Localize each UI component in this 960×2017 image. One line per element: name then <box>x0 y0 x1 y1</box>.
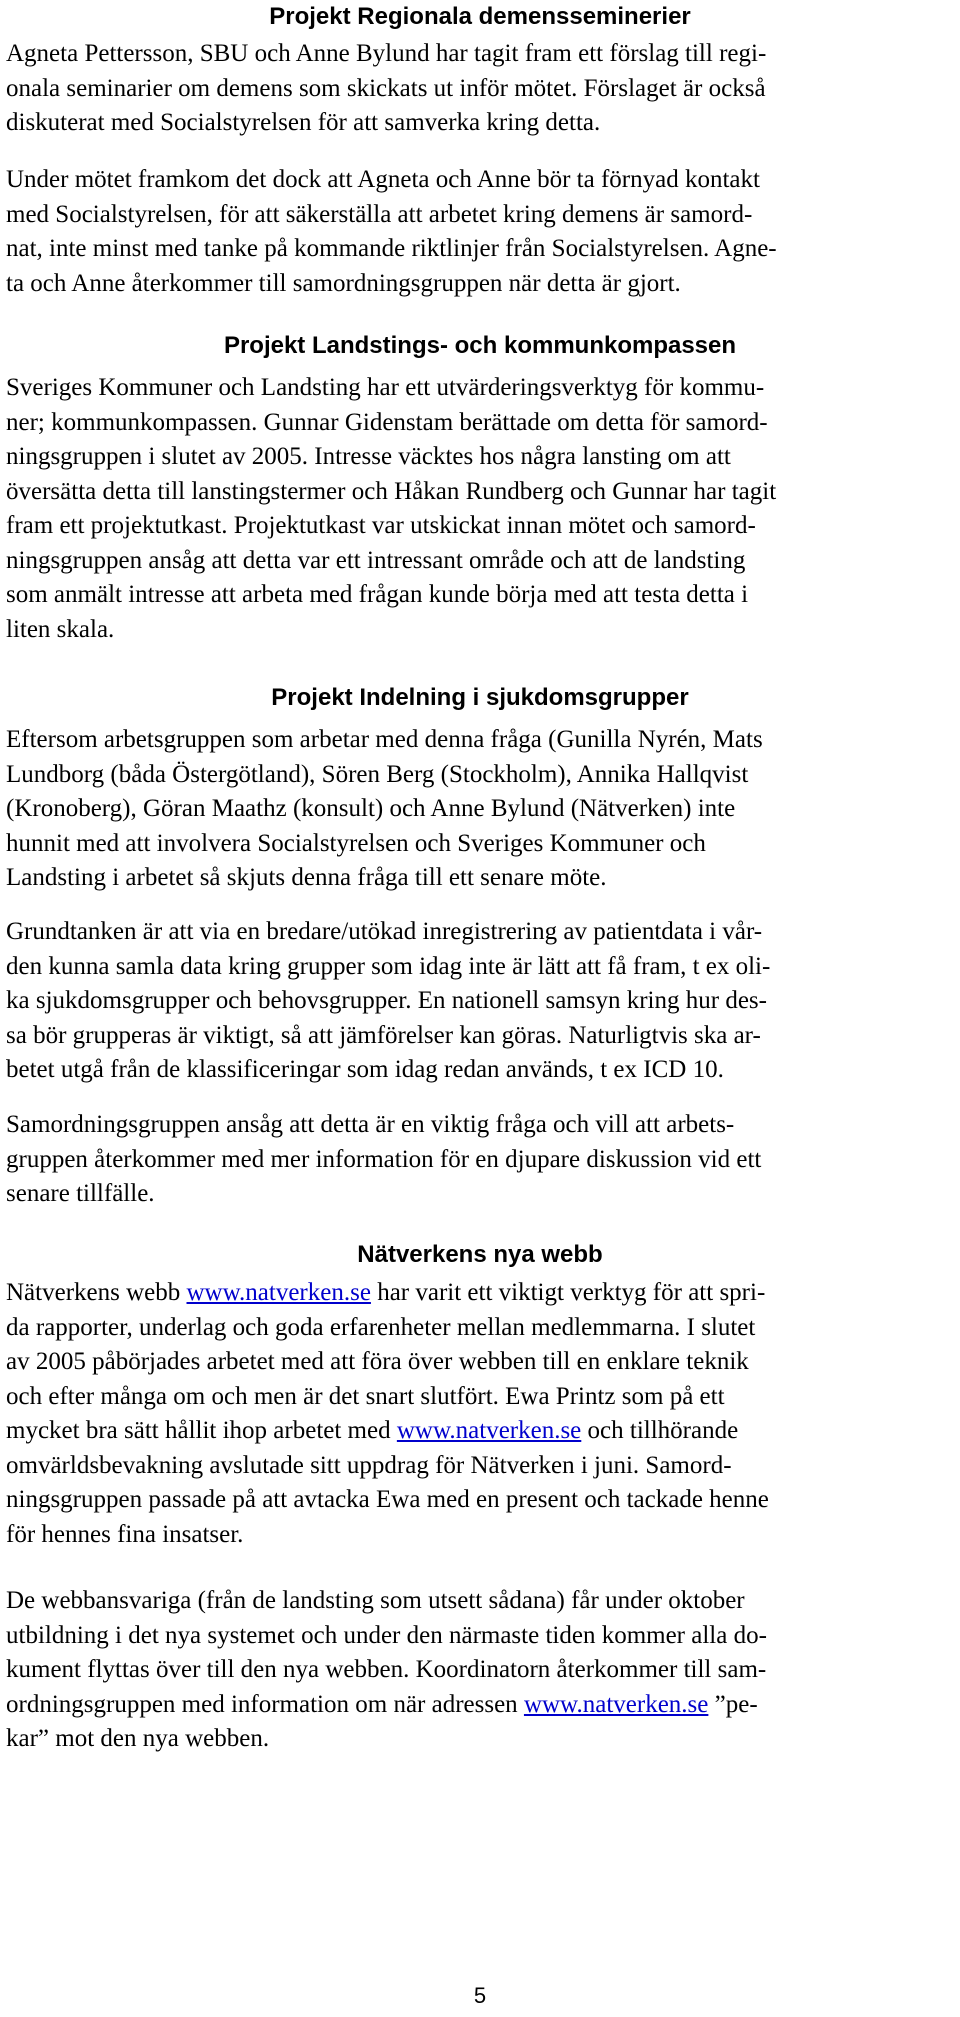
text-line: som anmält intresse att arbeta med frågan kunde börja med att testa detta i <box>6 581 749 608</box>
text-line: av 2005 påbörjades arbetet med att föra över webben till en enklare teknik <box>6 1348 749 1375</box>
text-line: diskuterat med Socialstyrelsen för att samverka kring detta. <box>6 109 601 136</box>
text-line <box>6 1276 940 1311</box>
text-line: liten skala. <box>6 615 115 643</box>
text-line: översätta detta till lanstingstermer och Håkan Rundberg och Gunnar har tagit <box>6 477 777 505</box>
text-line: Grundtanken är att via en bredare/utökad inregistrering av patientdata i vår- <box>6 918 763 945</box>
text-line: (Kronoberg), Göran Maathz (konsult) och Anne Bylund (Nätverken) inte <box>6 795 736 822</box>
natverken-link[interactable]: www.natverken.se <box>396 1417 582 1444</box>
text-line: ka sjukdomsgrupper och behovsgrupper. En nationell samsyn kring hur des- <box>6 987 767 1014</box>
text-fragment: ”pe- <box>708 1690 758 1718</box>
text-line: omvärldsbevakning avslutade sitt uppdrag för Nätverken i juni. Samord- <box>6 1451 732 1479</box>
text-line: Eftersom arbetsgruppen som arbetar med denna fråga (Gunilla Nyrén, Mats <box>6 726 763 753</box>
paragraph-kompassen-1 <box>6 371 940 647</box>
text-line: betet utgå från de klassificeringar som idag redan används, t ex ICD 10. <box>6 1056 724 1083</box>
paragraph-webb-2 <box>6 1584 940 1757</box>
text-line: ningsgruppen passade på att avtacka Ewa med en present och tackade henne <box>6 1486 769 1513</box>
text-line: sa bör grupperas är viktigt, så att jämförelser kan göras. Naturligtvis ska ar- <box>6 1021 761 1049</box>
text-line <box>6 1414 940 1449</box>
text-line: med Socialstyrelsen, för att säkerställa att arbetet kring demens är samord- <box>6 200 753 228</box>
text-line: ner; kommunkompassen. Gunnar Gidenstam berättade om detta för samord- <box>6 408 768 436</box>
text-line: senare tillfälle. <box>6 1180 155 1207</box>
text-line: Agneta Pettersson, SBU och Anne Bylund har tagit fram ett förslag till regi- <box>6 40 767 67</box>
text-line: Lundborg (båda Östergötland), Sören Berg (Stockholm), Annika Hallqvist <box>6 760 749 788</box>
text-line: Samordningsgruppen ansåg att detta är en viktig fråga och vill att arbets- <box>6 1111 735 1138</box>
natverken-link[interactable]: www.natverken.se <box>186 1279 371 1306</box>
natverken-link[interactable]: www.natverken.se <box>523 1690 709 1718</box>
paragraph-sjukdomsgrupper-2 <box>6 915 940 1088</box>
text-line: kument flyttas över till den nya webben. Koordinatorn återkommer till sam- <box>6 1656 767 1683</box>
text-line: nat, inte minst med tanke på kommande riktlinjer från Socialstyrelsen. Agne- <box>6 235 777 262</box>
text-line: gruppen återkommer med mer information för en djupare diskussion vid ett <box>6 1145 762 1173</box>
text-line: da rapporter, underlag och goda erfarenheter mellan medlemmarna. I slutet <box>6 1313 756 1341</box>
heading-regionala-demensseminerier: Projekt Regionala demensseminerier <box>269 3 691 30</box>
text-line: De webbansvariga (från de landsting som utsett sådana) får under oktober <box>6 1587 745 1614</box>
heading-natverkens-nya-webb: Nätverkens nya webb <box>357 1241 603 1268</box>
text-fragment: har varit ett viktigt verktyg för att spri- <box>370 1279 766 1306</box>
page-number: 5 <box>473 1983 487 2008</box>
text-line: kar” mot den nya webben. <box>6 1725 270 1752</box>
paragraph-sjukdomsgrupper-3 <box>6 1108 940 1212</box>
paragraph-regionala-1 <box>6 37 940 141</box>
text-line: ta och Anne återkommer till samordningsgruppen när detta är gjort. <box>6 269 681 297</box>
text-line: ningsgruppen ansåg att detta var ett intressant område och att de landsting <box>6 546 746 574</box>
text-line: Under mötet framkom det dock att Agneta och Anne bör ta förnyad kontakt <box>6 166 760 193</box>
heading-indelning-sjukdomsgrupper: Projekt Indelning i sjukdomsgrupper <box>271 684 689 711</box>
text-line: Sveriges Kommuner och Landsting har ett utvärderingsverktyg för kommu- <box>6 374 765 401</box>
text-line: utbildning i det nya systemet och under den närmaste tiden kommer alla do- <box>6 1621 767 1649</box>
text-line: fram ett projektutkast. Projektutkast var utskickat innan mötet och samord- <box>6 512 756 539</box>
text-line: den kunna samla data kring grupper som idag inte är lätt att få fram, t ex oli- <box>6 952 771 980</box>
paragraph-webb-1 <box>6 1276 940 1552</box>
text-fragment: ordningsgruppen med information om när adressen <box>6 1690 524 1718</box>
text-fragment: och tillhörande <box>581 1417 739 1444</box>
text-line: ningsgruppen i slutet av 2005. Intresse väcktes hos några lansting om att <box>6 443 731 470</box>
paragraph-sjukdomsgrupper-1 <box>6 723 940 896</box>
heading-landstings-kommunkompassen: Projekt Landstings- och kommunkompassen <box>223 332 737 359</box>
paragraph-regionala-2 <box>6 163 940 301</box>
text-fragment: mycket bra sätt hållit ihop arbetet med <box>6 1417 397 1444</box>
text-fragment: Nätverkens webb <box>6 1279 187 1306</box>
text-line: onala seminarier om demens som skickats ut inför mötet. Förslaget är också <box>6 74 766 102</box>
text-line <box>6 1688 940 1723</box>
text-line: Landsting i arbetet så skjuts denna fråga till ett senare möte. <box>6 864 607 891</box>
text-line: hunnit med att involvera Socialstyrelsen och Sveriges Kommuner och <box>6 829 706 857</box>
text-line: för hennes fina insatser. <box>6 1520 244 1548</box>
text-line: och efter många om och men är det snart slutfört. Ewa Printz som på ett <box>6 1382 725 1410</box>
